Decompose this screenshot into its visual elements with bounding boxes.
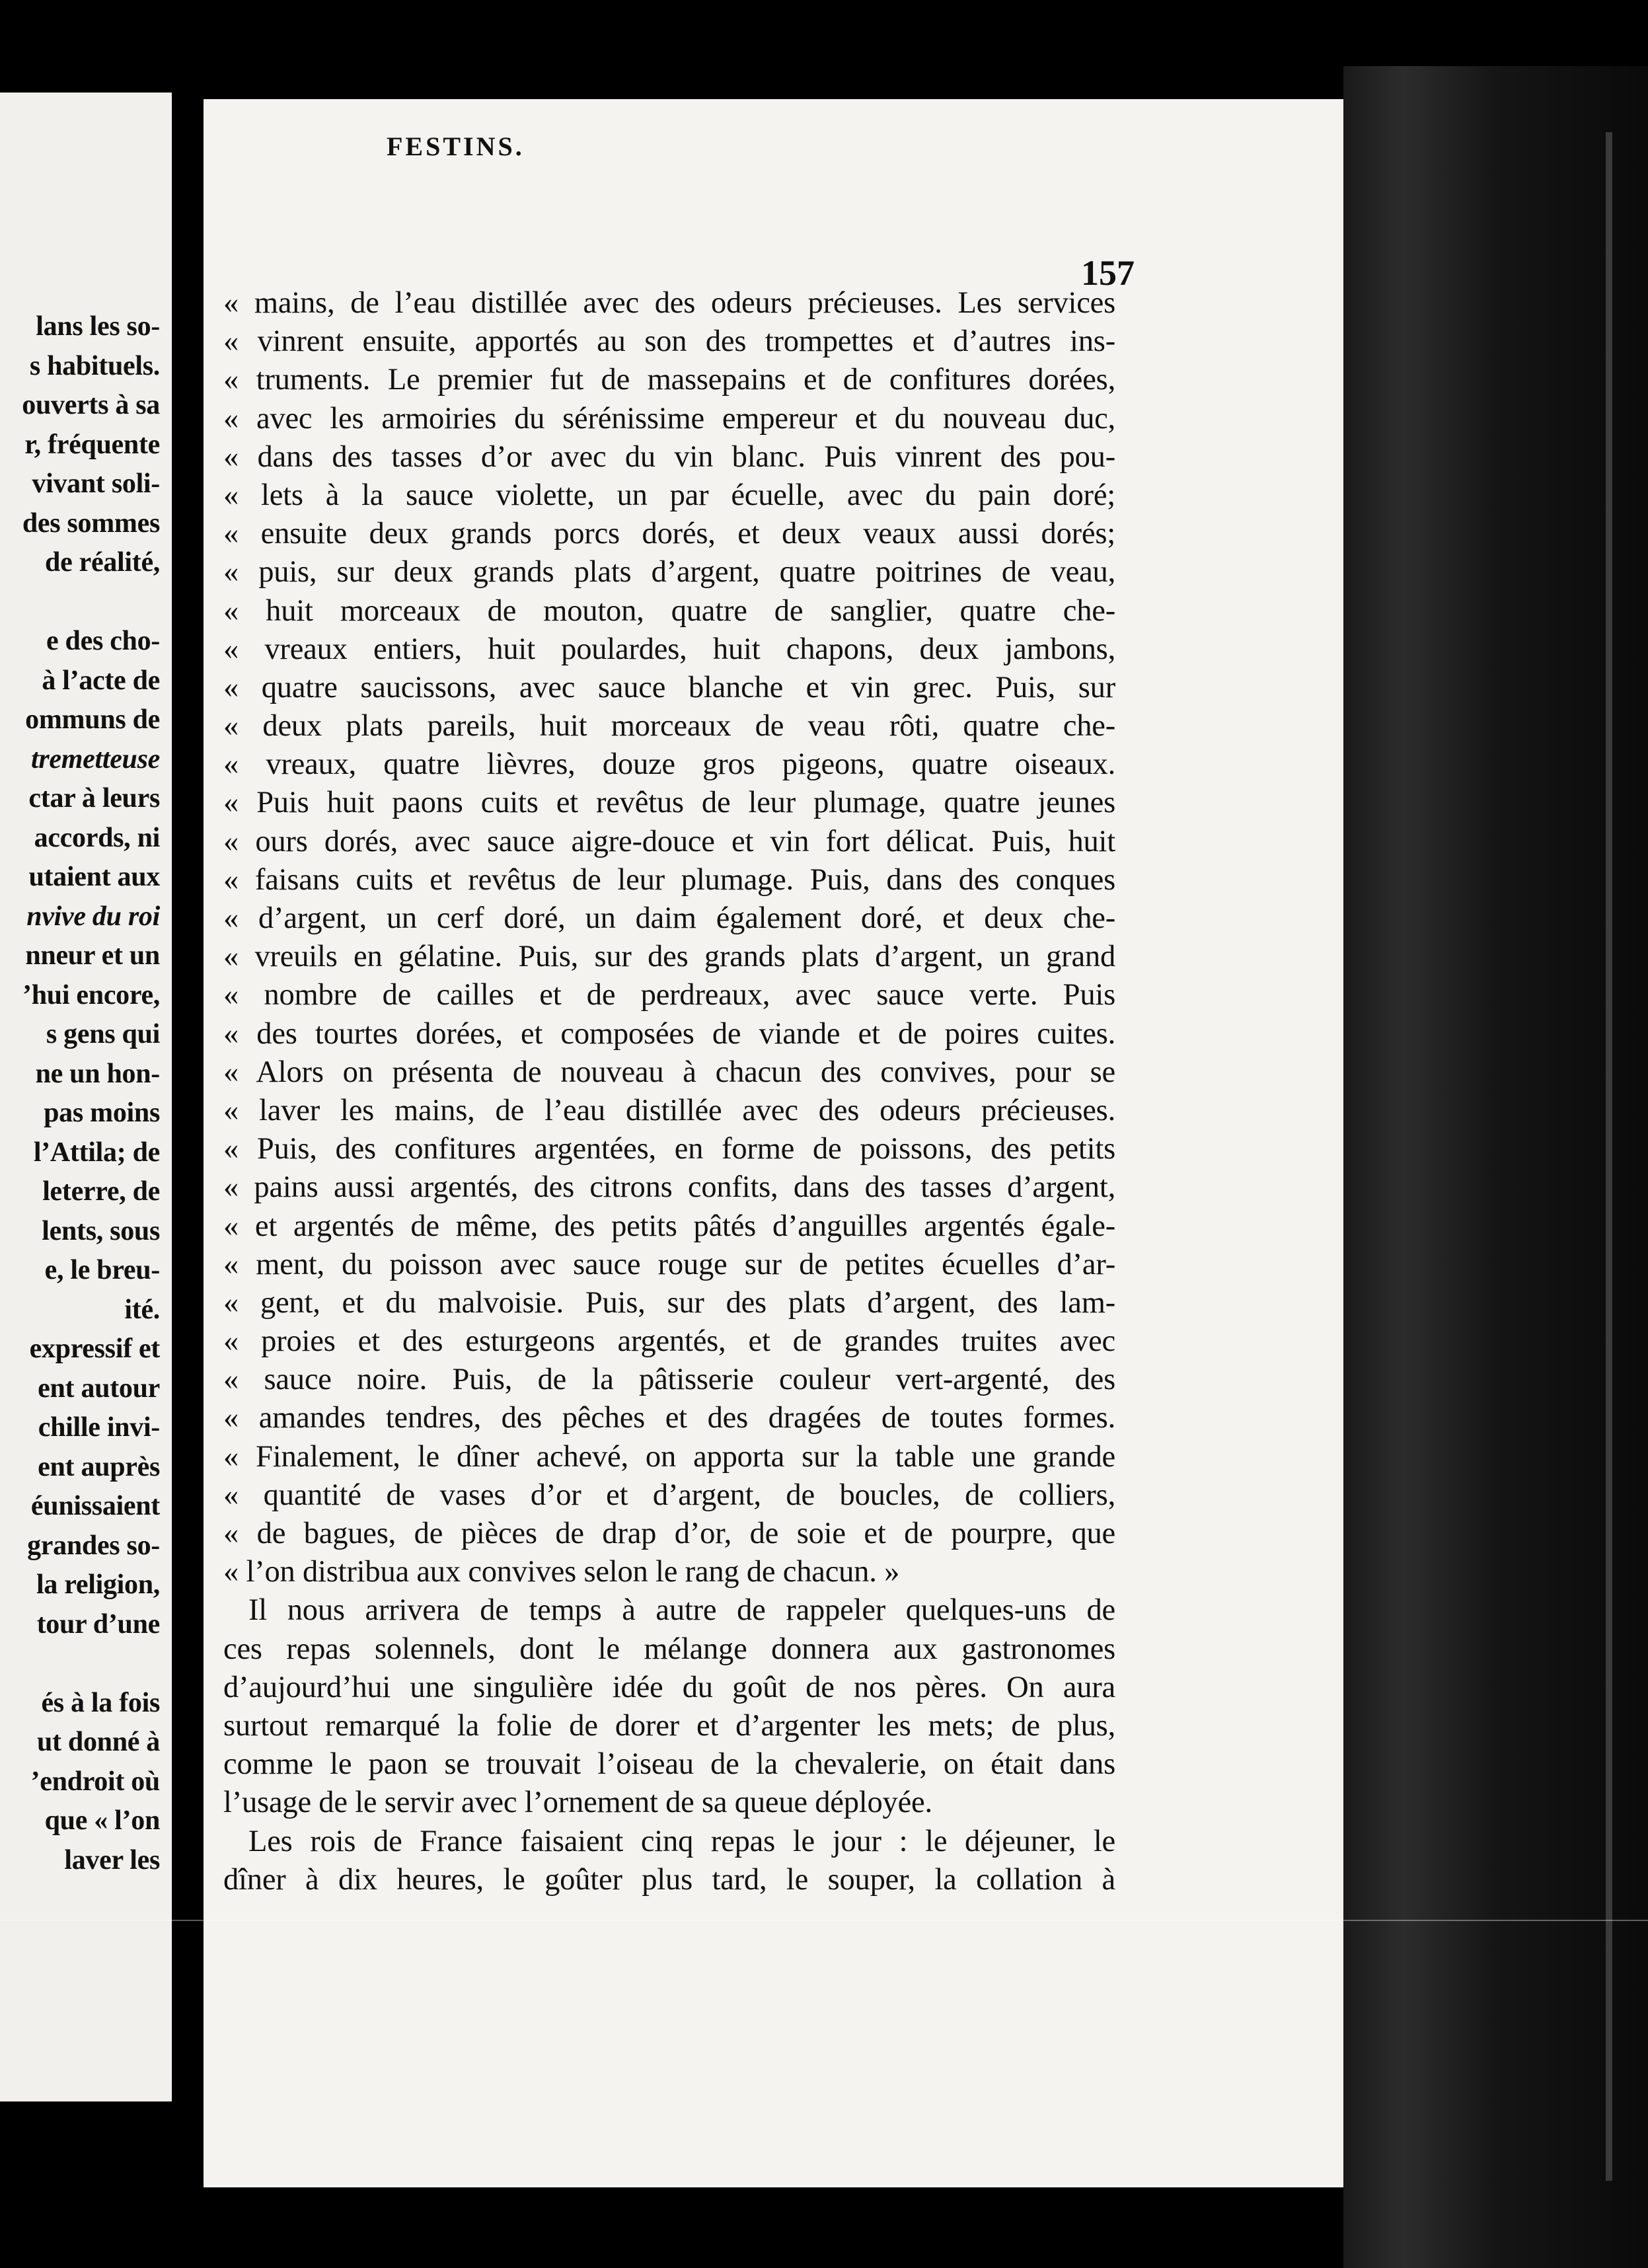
facing-page-line (22, 1644, 160, 1684)
facing-page-line: à l’acte de (42, 665, 160, 696)
facing-page-line: lents, sous (42, 1215, 160, 1246)
running-title: FESTINS. (387, 132, 525, 161)
facing-page-line: expressif et (29, 1334, 160, 1364)
facing-page-line: que « l’on (44, 1805, 160, 1836)
text-line: Il nous arrivera de temps à autre de rappeler quelques-uns de (248, 1593, 1115, 1628)
text-line: surtout remarqué la folie de dorer et d’argenter les mets; de plus, (223, 1708, 1115, 1743)
facing-page-line: lans les so- (36, 311, 160, 342)
text-line: « huit morceaux de mouton, quatre de sanglier, quatre che- (223, 593, 1115, 628)
facing-page-line: la religion, (36, 1569, 160, 1600)
facing-page-line: tremetteuse (31, 743, 160, 775)
facing-page-line: s gens qui (46, 1019, 160, 1049)
text-line: l’usage de le servir avec l’ornement de sa queue déployée. (223, 1786, 932, 1820)
facing-page-line: pas moins (44, 1098, 160, 1128)
facing-page-line: ’hui encore, (22, 979, 160, 1010)
facing-page-line: nvive du roi (26, 901, 160, 932)
facing-page-line: ouverts à sa (22, 390, 160, 420)
facing-page-line: ctar à leurs (28, 783, 160, 813)
text-line: « mains, de l’eau distillée avec des odeurs précieuses. Les services (223, 286, 1115, 320)
facing-page-left (0, 93, 172, 2101)
facing-page-line: vivant soli- (32, 469, 160, 499)
text-line: « dans des tasses d’or avec du vin blanc. Puis vinrent des pou- (223, 439, 1115, 474)
text-line: « sauce noire. Puis, de la pâtisserie couleur vert-argenté, des (223, 1363, 1115, 1397)
text-line: « truments. Le premier fut de massepains et de confitures dorées, (223, 363, 1115, 397)
text-line: « proies et des esturgeons argentés, et de grandes truites avec (223, 1324, 1115, 1359)
facing-page-line: ent autour (38, 1373, 160, 1404)
text-line: « laver les mains, de l’eau distillée avec des odeurs précieuses. (223, 1093, 1115, 1127)
text-line: « quatre saucissons, avec sauce blanche et vin grec. Puis, sur (223, 670, 1115, 704)
text-line: « vreaux entiers, huit poulardes, huit chapons, deux jambons, (223, 632, 1115, 666)
text-line: « faisans cuits et revêtus de leur plumage. Puis, dans des conques (223, 862, 1115, 897)
page-header (388, 127, 1135, 293)
text-line: « ment, du poisson avec sauce rouge sur de petites écuelles d’ar- (223, 1247, 1115, 1281)
book-binding (1343, 66, 1648, 2268)
text-line: dîner à dix heures, le goûter plus tard, le souper, la collation à (223, 1862, 1115, 1897)
text-line: « des tourtes dorées, et composées de viande et de poires cuites. (223, 1016, 1115, 1051)
facing-page-line: chille invi- (38, 1412, 160, 1443)
text-line: « lets à la sauce violette, un par écuelle, avec du pain doré; (223, 478, 1115, 512)
text-line: comme le paon se trouvait l’oiseau de la chevalerie, on était dans (223, 1747, 1115, 1782)
facing-page-line: des sommes (22, 508, 160, 539)
text-line: « avec les armoiries du sérénissime empereur et du nouveau duc, (223, 401, 1115, 435)
facing-page-line: ité. (124, 1294, 160, 1325)
text-line: « nombre de cailles et de perdreaux, avec sauce verte. Puis (223, 978, 1115, 1012)
text-line: « de bagues, de pièces de drap d’or, de soie et de pourpre, que (223, 1517, 1115, 1550)
facing-page-line: és à la fois (41, 1687, 160, 1718)
facing-page-line: s habituels. (29, 350, 160, 381)
text-line: « ensuite deux grands porcs dorés, et deux veaux aussi dorés; (223, 517, 1115, 551)
facing-page-line: leterre, de (42, 1176, 160, 1207)
text-line: « quantité de vases d’or et d’argent, de boucles, de colliers, (223, 1478, 1115, 1512)
facing-page-line: accords, ni (34, 822, 160, 853)
text-line: « vreuils en gélatine. Puis, sur des grands plats d’argent, un grand (223, 940, 1115, 974)
facing-page-line: ommuns de (25, 704, 160, 735)
body-text (223, 284, 1115, 1899)
facing-page-line: de réalité, (45, 547, 160, 578)
text-line: « vinrent ensuite, apportés au son des trompettes et d’autres ins- (223, 324, 1115, 359)
text-line: Les rois de France faisaient cinq repas le jour : le déjeuner, le (248, 1824, 1115, 1858)
text-line: d’aujourd’hui une singulière idée du goût de nos pères. On aura (223, 1670, 1115, 1704)
text-line: « Puis huit paons cuits et revêtus de leur plumage, quatre jeunes (223, 786, 1115, 820)
text-line: « gent, et du malvoisie. Puis, sur des plats d’argent, des lam- (223, 1285, 1115, 1320)
text-line: « Alors on présenta de nouveau à chacun des convives, pour se (223, 1055, 1115, 1089)
facing-page-line: laver les (64, 1844, 160, 1875)
facing-page-line: l’Attila; de (33, 1137, 160, 1168)
text-line: « deux plats pareils, huit morceaux de veau rôti, quatre che- (223, 709, 1115, 743)
facing-page-line: grandes so- (27, 1530, 160, 1561)
facing-page-line: tour d’une (36, 1608, 160, 1640)
text-line: « puis, sur deux grands plats d’argent, quatre poitrines de veau, (223, 555, 1115, 589)
scan-artifact-line (0, 1920, 1648, 1921)
facing-page-line: utaient aux (28, 862, 160, 892)
facing-page-line: nneur et un (25, 940, 160, 971)
facing-page-line: r, fréquente (24, 429, 160, 460)
facing-page-line: ne un hon- (35, 1058, 160, 1089)
facing-page-line: éunissaient (30, 1491, 160, 1521)
facing-page-line: ent auprès (38, 1451, 160, 1482)
text-line: « Finalement, le dîner achevé, on apporta sur la table une grande (223, 1439, 1115, 1474)
binding-edge (1606, 132, 1612, 2181)
text-line: « Puis, des confitures argentées, en forme de poissons, des petits (223, 1132, 1115, 1166)
text-line: « vreaux, quatre lièvres, douze gros pigeons, quatre oiseaux. (223, 747, 1115, 782)
text-line: « d’argent, un cerf doré, un daim également doré, et deux che- (223, 901, 1115, 935)
facing-page-line (22, 583, 160, 623)
text-line: ces repas solennels, dont le mélange donnera aux gastronomes (223, 1632, 1115, 1666)
text-line: « pains aussi argentés, des citrons confits, dans des tasses d’argent, (223, 1170, 1115, 1205)
facing-page-line: e des cho- (46, 626, 160, 656)
text-line: « amandes tendres, des pêches et des dragées de toutes formes. (223, 1401, 1115, 1435)
facing-page-text (22, 307, 160, 1880)
facing-page-line: e, le breu- (44, 1255, 160, 1285)
text-line: « l’on distribua aux convives selon le rang de chacun. » (223, 1555, 900, 1589)
page-number: 157 (1081, 253, 1135, 293)
facing-page-line: ut donné à (36, 1727, 160, 1757)
text-line: « ours dorés, avec sauce aigre-douce et vin fort délicat. Puis, huit (223, 824, 1115, 858)
text-line: « et argentés de même, des petits pâtés d’anguilles argentés égale- (223, 1209, 1115, 1243)
facing-page-line: ’endroit où (30, 1766, 160, 1797)
